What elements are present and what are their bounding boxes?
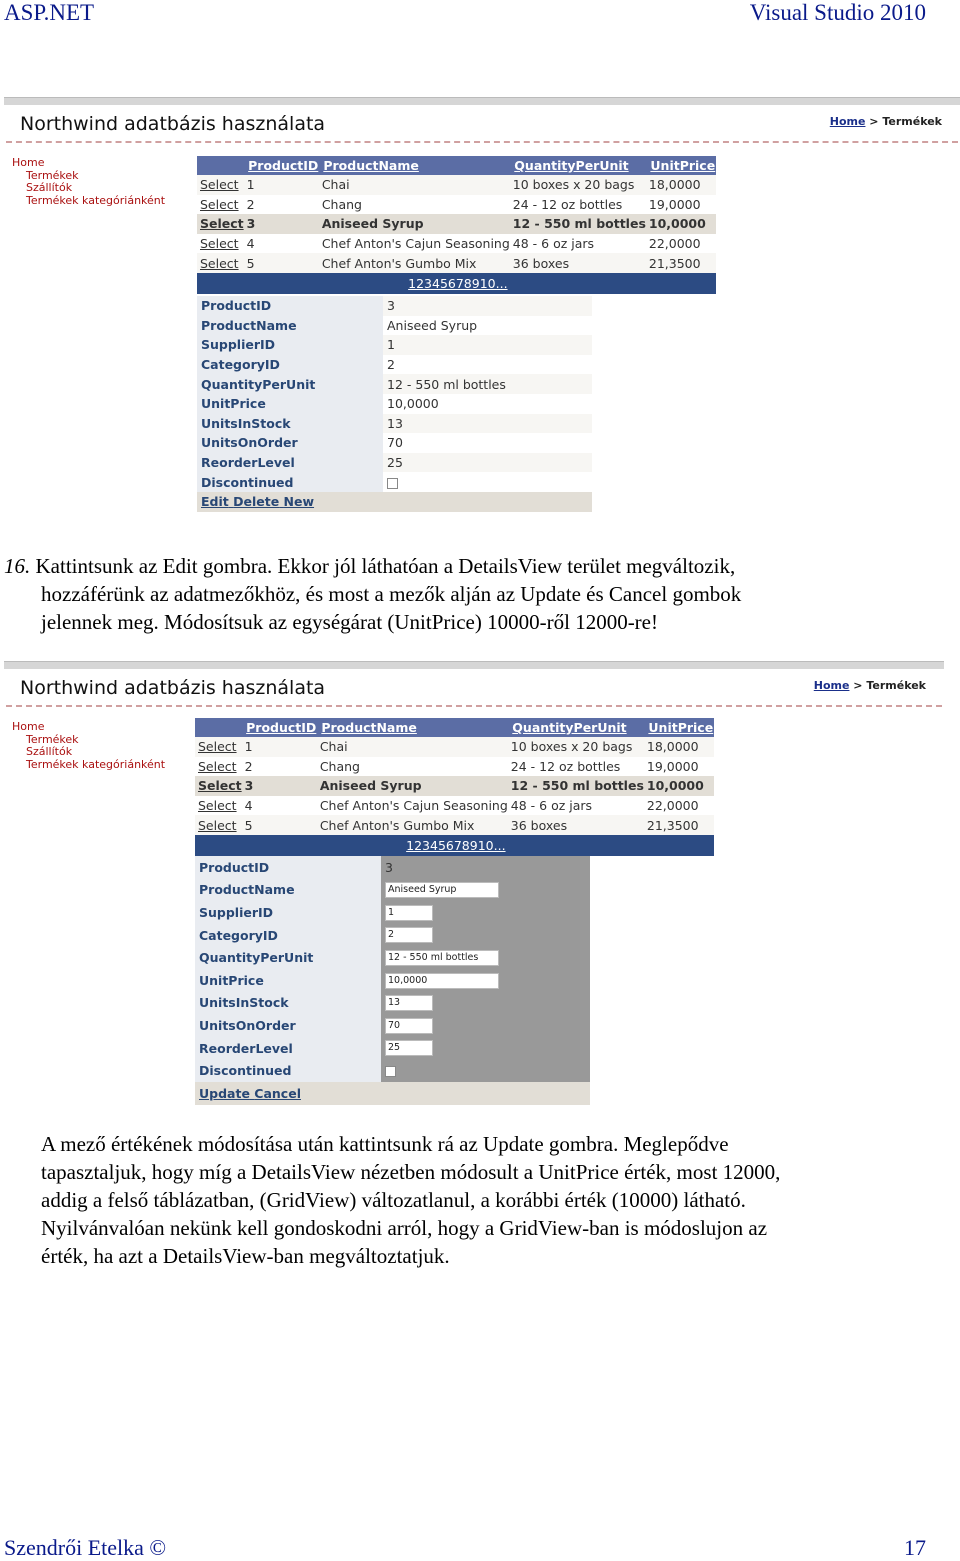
select-link[interactable]: Select [200, 255, 239, 271]
menu-item-products-by-category[interactable]: Termékek kategóriánként [26, 757, 166, 771]
breadcrumb: Home > Termékek [813, 679, 926, 692]
paragraph-update-result: A mező értékének módosítása után kattintsunk rá az Update gombra. Meglepődve tapasztaljuk, hogy míg a DetailsView nézetben módosult a UnitPrice érték, most 12000, addig a felső táblázatban, (GridView) változatlanul, a korábbi érték (10000) látható. Nyilvánvalóan nekünk kell gondoskodni arról, hogy a GridView-ban is módoslujon az érték, ha azt a DetailsView-ban megváltoztatjuk. [41, 1132, 781, 1268]
field-value: 12 - 550 ml bottles [383, 374, 592, 394]
column-header-productid[interactable]: ProductID [244, 156, 319, 175]
breadcrumb-home-link[interactable]: Home [813, 679, 850, 692]
side-menu [12, 721, 165, 771]
paragraph-step-16: 16. Kattintsunk az Edit gombra. Ekkor jól láthatóan a DetailsView terület megváltozik, hozzáférünk az adatmezőkhöz, és most a mezők alján az Update és Cancel gombok jelennek meg. Módosítsuk az egységárat (UnitPrice) 10000-ről 12000-re! [4, 554, 742, 634]
delete-link[interactable]: Delete [233, 494, 280, 510]
browser-band [4, 661, 944, 669]
divider [6, 703, 942, 707]
select-link[interactable]: Select [200, 236, 239, 252]
field-label: UnitsInStock [197, 414, 383, 434]
site-title-bar [4, 669, 944, 703]
table-row: Select 1 Chai 10 boxes x 20 bags 18,0000 [195, 737, 714, 757]
site-title: Northwind adatbázis használata [20, 677, 326, 699]
breadcrumb: Home > Termékek [829, 115, 942, 128]
field-value: 70 [383, 433, 592, 453]
column-header-quantityperunit[interactable]: QuantityPerUnit [510, 156, 646, 175]
table-row: Select 5 Chef Anton's Gumbo Mix 36 boxes 21,3500 [195, 815, 714, 835]
unitprice-input[interactable]: 10,0000 [385, 973, 499, 989]
divider [6, 139, 958, 143]
menu-item-products[interactable]: Termékek [26, 732, 79, 746]
quantityperunit-input[interactable]: 12 - 550 ml bottles [385, 950, 499, 966]
table-row: Select 2 Chang 24 - 12 oz bottles 19,0000 [195, 757, 714, 777]
column-header-productid[interactable]: ProductID [242, 718, 317, 737]
field-label: ReorderLevel [195, 1037, 381, 1060]
field-value: 2 [383, 355, 592, 375]
step-number: 16. [4, 554, 31, 578]
field-label: Discontinued [197, 472, 383, 492]
field-label: ProductName [195, 879, 381, 902]
column-header-unitprice[interactable]: UnitPrice [644, 718, 714, 737]
discontinued-checkbox[interactable] [385, 1066, 396, 1077]
field-label: SupplierID [195, 901, 381, 924]
field-label: QuantityPerUnit [195, 946, 381, 969]
cancel-link[interactable]: Cancel [254, 1085, 301, 1101]
select-link[interactable]: Select [198, 778, 242, 794]
productname-input[interactable]: Aniseed Syrup [385, 882, 499, 898]
table-row: Select 4 Chef Anton's Cajun Seasoning 48 - 6 oz jars 22,0000 [197, 234, 716, 254]
site-title: Northwind adatbázis használata [20, 113, 326, 135]
screenshot-edit-mode [4, 661, 944, 1101]
select-link[interactable]: Select [200, 177, 239, 193]
select-link[interactable]: Select [198, 739, 237, 755]
discontinued-checkbox [387, 478, 398, 489]
select-link[interactable]: Select [198, 758, 237, 774]
reorderlevel-input[interactable]: 25 [385, 1040, 433, 1056]
products-gridview [195, 718, 714, 856]
update-link[interactable]: Update [199, 1085, 250, 1101]
column-header-productname[interactable]: ProductName [317, 718, 508, 737]
breadcrumb-current: Termékek [866, 679, 926, 692]
command-row [197, 492, 592, 512]
field-label: Discontinued [195, 1059, 381, 1082]
field-label: SupplierID [197, 335, 383, 355]
new-link[interactable]: New [283, 494, 315, 510]
column-header-productname[interactable]: ProductName [319, 156, 510, 175]
grid-pager[interactable]: 12345678910... [195, 835, 714, 856]
field-label: CategoryID [195, 924, 381, 947]
table-row-selected: Select 3 Aniseed Syrup 12 - 550 ml bottles 10,0000 [195, 776, 714, 796]
unitsonorder-input[interactable]: 70 [385, 1018, 433, 1034]
field-value: 25 [383, 453, 592, 473]
field-label: UnitPrice [195, 969, 381, 992]
field-value: 10,0000 [383, 394, 592, 414]
menu-item-suppliers[interactable]: Szállítók [26, 181, 73, 194]
table-row: Select 5 Chef Anton's Gumbo Mix 36 boxes 21,3500 [197, 253, 716, 273]
field-value: 3 [383, 296, 592, 316]
table-row: Select 2 Chang 24 - 12 oz bottles 19,0000 [197, 195, 716, 215]
product-detailsview-edit [195, 856, 590, 1105]
select-link[interactable]: Select [200, 216, 244, 232]
field-label: ProductName [197, 316, 383, 336]
field-value: 3 [381, 856, 590, 879]
field-label: QuantityPerUnit [197, 374, 383, 394]
footer-author: Szendrői Etelka © [4, 1535, 167, 1560]
products-gridview [197, 156, 716, 294]
field-label: UnitsInStock [195, 992, 381, 1015]
product-detailsview [197, 296, 592, 512]
field-label: CategoryID [197, 355, 383, 375]
supplierid-input[interactable]: 1 [385, 905, 433, 921]
select-link[interactable]: Select [200, 196, 239, 212]
select-column-header [197, 156, 244, 175]
breadcrumb-home-link[interactable]: Home [829, 115, 866, 128]
field-label: UnitsOnOrder [197, 433, 383, 453]
header-right: Visual Studio 2010 [749, 0, 926, 25]
select-link[interactable]: Select [198, 798, 237, 814]
edit-link[interactable]: Edit [201, 494, 229, 510]
breadcrumb-current: Termékek [882, 115, 942, 128]
column-header-unitprice[interactable]: UnitPrice [646, 156, 716, 175]
column-header-quantityperunit[interactable]: QuantityPerUnit [508, 718, 644, 737]
screenshot-view-mode [4, 97, 960, 517]
browser-band [4, 97, 960, 105]
select-column-header [195, 718, 242, 737]
select-link[interactable]: Select [198, 817, 237, 833]
field-label: UnitPrice [197, 394, 383, 414]
field-value: 1 [383, 335, 592, 355]
menu-item-home[interactable]: Home [12, 720, 45, 733]
table-row-selected: Select 3 Aniseed Syrup 12 - 550 ml bottles 10,0000 [197, 214, 716, 234]
field-label: ReorderLevel [197, 453, 383, 473]
field-value: 13 [383, 414, 592, 434]
table-row: Select 4 Chef Anton's Cajun Seasoning 48 - 6 oz jars 22,0000 [195, 796, 714, 816]
unitsinstock-input[interactable]: 13 [385, 995, 433, 1011]
field-label: ProductID [197, 296, 383, 316]
grid-pager[interactable]: 12345678910... [197, 273, 716, 294]
menu-item-home[interactable]: Home [12, 156, 45, 169]
menu-item-products[interactable]: Termékek [26, 168, 79, 182]
page-number: 17 [904, 1535, 926, 1560]
site-title-bar [4, 105, 960, 139]
field-label: UnitsOnOrder [195, 1014, 381, 1037]
menu-item-suppliers[interactable]: Szállítók [26, 745, 73, 758]
field-label: ProductID [195, 856, 381, 879]
header-left: ASP.NET [4, 0, 95, 25]
command-row [195, 1082, 590, 1105]
side-menu [12, 157, 165, 207]
menu-item-products-by-category[interactable]: Termékek kategóriánként [26, 193, 166, 207]
field-value: Aniseed Syrup [383, 316, 592, 336]
table-row: Select 1 Chai 10 boxes x 20 bags 18,0000 [197, 175, 716, 195]
categoryid-input[interactable]: 2 [385, 927, 433, 943]
